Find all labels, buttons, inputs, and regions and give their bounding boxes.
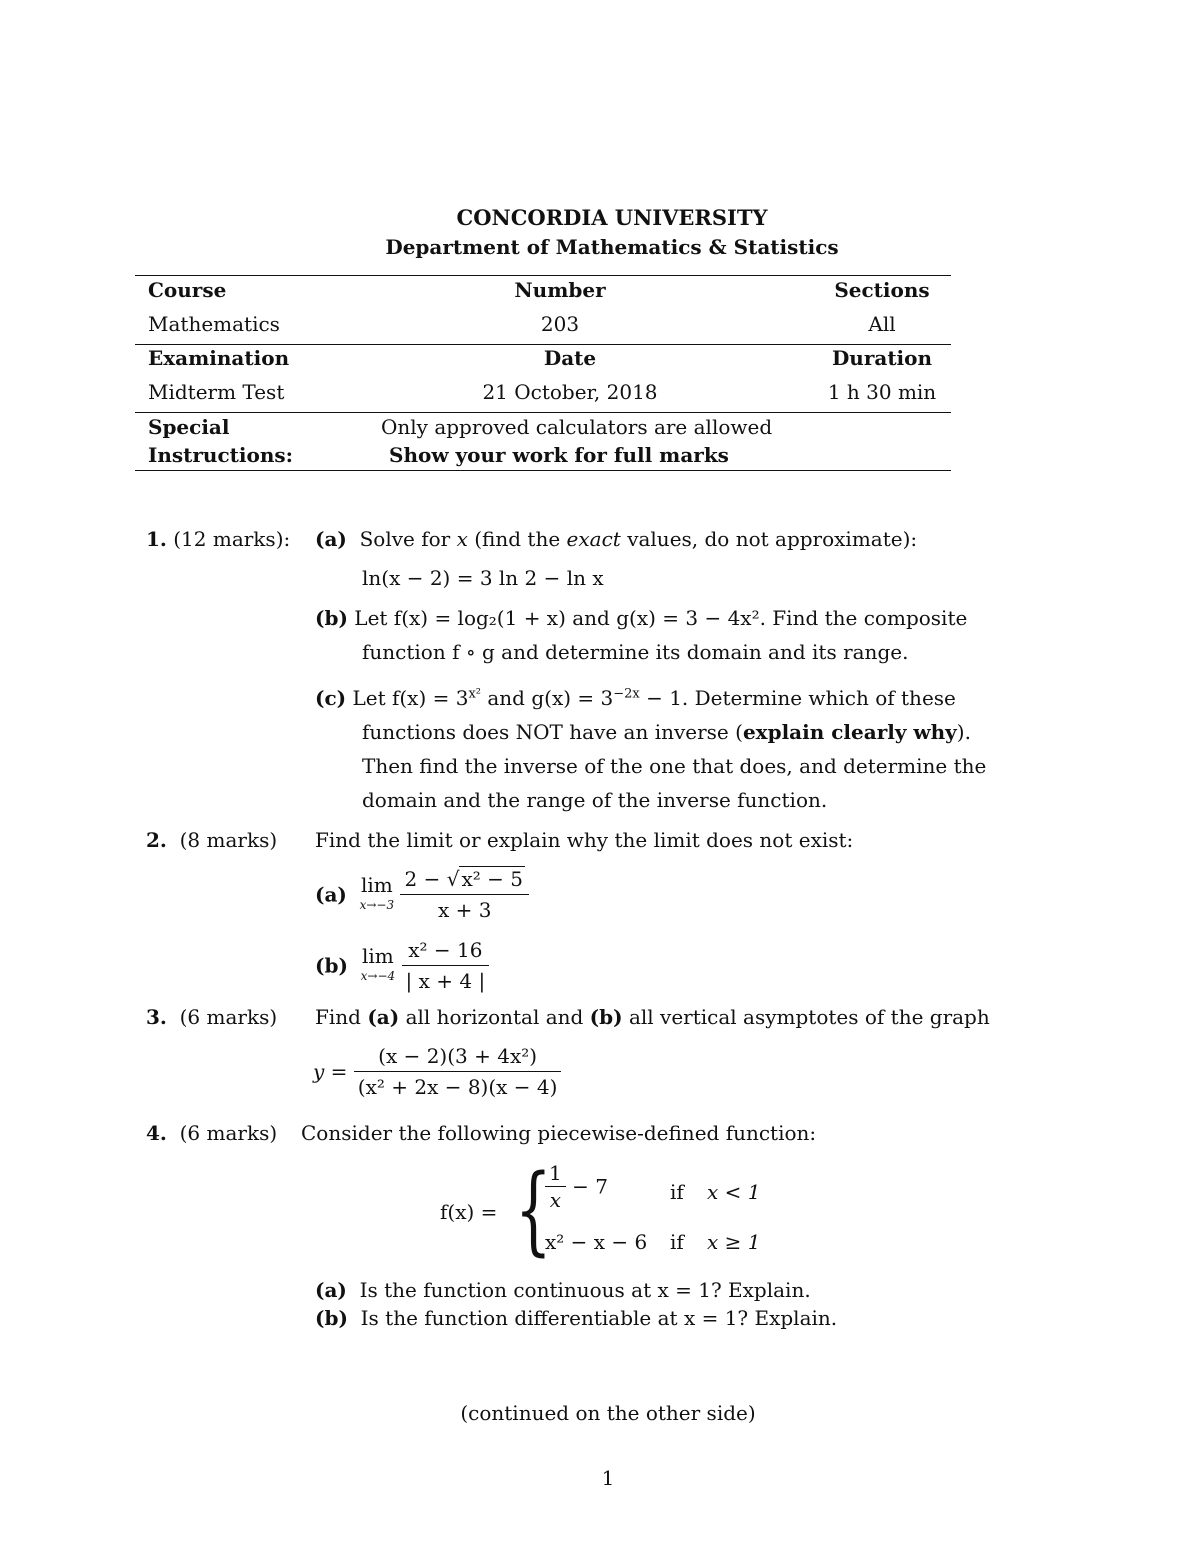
q1c-line-1a: Let f(x) = 3: [352, 686, 469, 710]
q1c-exp-2: −2x: [613, 686, 640, 702]
date-value: 21 October, 2018: [482, 380, 658, 404]
q2a-fraction: $\frac{\text{2 − √ x² − 5}}{x + 3}$: [400, 864, 528, 925]
sections-value: All: [868, 312, 896, 336]
course-header: Course: [148, 278, 227, 302]
q4-marks: (6 marks): [179, 1121, 278, 1145]
q1a: [315, 527, 917, 551]
q2b-fraction: [402, 935, 490, 996]
date-header: Date: [543, 346, 597, 370]
q1c-label: (c): [315, 686, 347, 710]
q2a-num: 2 −: [404, 867, 447, 891]
q2a-den: x + 3: [437, 898, 492, 922]
table-rule-top: [135, 275, 951, 276]
q1a-equation: ln(x − 2) = 3 ln 2 − ln x: [362, 566, 604, 590]
page-number: 1: [601, 1466, 615, 1490]
q2b: [315, 935, 489, 996]
q4-prompt: Consider the following piecewise-defined function:: [301, 1121, 817, 1145]
q1c: [315, 686, 956, 710]
q3-marks: (6 marks): [179, 1005, 278, 1029]
q4a: [315, 1278, 811, 1302]
q1c-line-2b: ).: [956, 720, 971, 744]
q3-prompt-b: (b): [589, 1005, 623, 1029]
q3-lhs: y =: [313, 1059, 348, 1084]
examination-header: Examination: [148, 346, 290, 370]
q4-number: 4.: [146, 1121, 167, 1145]
q1a-var: x: [456, 527, 468, 551]
table-rule-2: [135, 344, 951, 345]
instruction-calculators: Only approved calculators are allowed: [381, 415, 773, 439]
q3-prompt-3: all vertical asymptotes of the graph: [628, 1005, 990, 1029]
q4a-label: (a): [315, 1278, 347, 1302]
q1c-line-1c: − 1. Determine which of these: [639, 686, 956, 710]
q2b-lim: lim: [362, 943, 394, 968]
q3-prompt: [315, 1005, 990, 1029]
q4-case2-cond: x ≥ 1: [707, 1230, 761, 1254]
q4-case1-rest: − 7: [572, 1174, 608, 1199]
q1-number: 1.: [146, 527, 167, 551]
duration-header: Duration: [831, 346, 933, 370]
instruction-show-work: Show your work for full marks: [389, 443, 729, 467]
instructions-label: Instructions:: [148, 443, 294, 467]
q4-case2-expr: x² − x − 6: [545, 1230, 648, 1254]
q2-number: 2.: [146, 828, 167, 852]
q3-den: (x² + 2x − 8)(x − 4): [357, 1075, 558, 1099]
q4b-label: (b): [315, 1306, 348, 1330]
q1b-line-1: Let f(x) = log₂(1 + x) and g(x) = 3 − 4x². Find the composite: [354, 606, 968, 630]
q2b-num: x² − 16: [402, 935, 490, 966]
number-value: 203: [540, 312, 580, 336]
q2a: [315, 864, 529, 925]
q3-equation: [313, 1041, 561, 1102]
q3-num: (x − 2)(3 + 4x²): [354, 1041, 562, 1072]
q3-number: 3.: [146, 1005, 167, 1029]
q4-case1-cond: x < 1: [707, 1180, 761, 1204]
q2a-lim: lim: [360, 872, 393, 897]
special-label: Special: [148, 415, 230, 439]
department-title: Department of Mathematics & Statistics: [385, 235, 839, 259]
q1-marks: (12 marks):: [173, 527, 291, 551]
q2b-lim-sub: x→−4: [360, 968, 396, 983]
q1a-text-3: values, do not approximate):: [627, 527, 918, 551]
number-header: Number: [514, 278, 606, 302]
q4-case1-num: 1: [545, 1160, 566, 1187]
q1b: [315, 606, 967, 630]
q1c-line-2-bold: explain clearly why: [742, 720, 957, 744]
q1c-line-2a: functions does NOT have an inverse (: [362, 720, 743, 744]
q3-prompt-2: all horizontal and: [405, 1005, 584, 1029]
q1a-exact: exact: [566, 527, 621, 551]
university-title: CONCORDIA UNIVERSITY: [456, 205, 768, 230]
q4a-text: Is the function continuous at x = 1? Explain.: [359, 1278, 811, 1302]
table-rule-3: [135, 412, 951, 413]
q4b-text: Is the function differentiable at x = 1? Explain.: [360, 1306, 838, 1330]
q1c-exp-1: x²: [468, 686, 482, 702]
q1c-line-4: domain and the range of the inverse function.: [362, 788, 828, 812]
q4-case1: [545, 1160, 608, 1213]
q3-prompt-1: Find: [315, 1005, 361, 1029]
q2-marks: (8 marks): [179, 828, 278, 852]
q1c-line-1b: and g(x) = 3: [481, 686, 614, 710]
q3-prompt-a: (a): [367, 1005, 400, 1029]
q1c-line-2: [362, 720, 971, 744]
q4-case2-if: if: [670, 1230, 684, 1254]
q1a-text-1: Solve for: [359, 527, 451, 551]
q4-case1-if: if: [670, 1180, 684, 1204]
q2a-sqrt: x² − 5: [461, 867, 523, 891]
q2b-label: (b): [315, 953, 348, 978]
table-rule-bottom: [135, 470, 951, 471]
q4-brace: {: [515, 1154, 552, 1266]
q4b: [315, 1306, 837, 1330]
q1b-label: (b): [315, 606, 348, 630]
q1b-line-2: function f ∘ g and determine its domain and its range.: [362, 640, 909, 664]
q1c-line-3: Then find the inverse of the one that does, and determine the: [362, 754, 987, 778]
q1a-label: (a): [315, 527, 347, 551]
course-value: Mathematics: [148, 312, 280, 336]
q3-fraction: [354, 1041, 562, 1102]
sections-header: Sections: [834, 278, 930, 302]
q4-case1-den: x: [549, 1188, 561, 1212]
q2-prompt: Find the limit or explain why the limit does not exist:: [315, 828, 854, 852]
examination-value: Midterm Test: [148, 380, 285, 404]
q2a-label: (a): [315, 882, 347, 907]
q1a-text-2: (find the: [474, 527, 561, 551]
q2a-lim-sub: x→−3: [359, 897, 395, 912]
q2b-den: | x + 4 |: [405, 969, 486, 993]
q4-lhs: f(x) =: [440, 1200, 498, 1224]
continued-note: (continued on the other side): [460, 1401, 756, 1425]
duration-value: 1 h 30 min: [827, 380, 937, 404]
